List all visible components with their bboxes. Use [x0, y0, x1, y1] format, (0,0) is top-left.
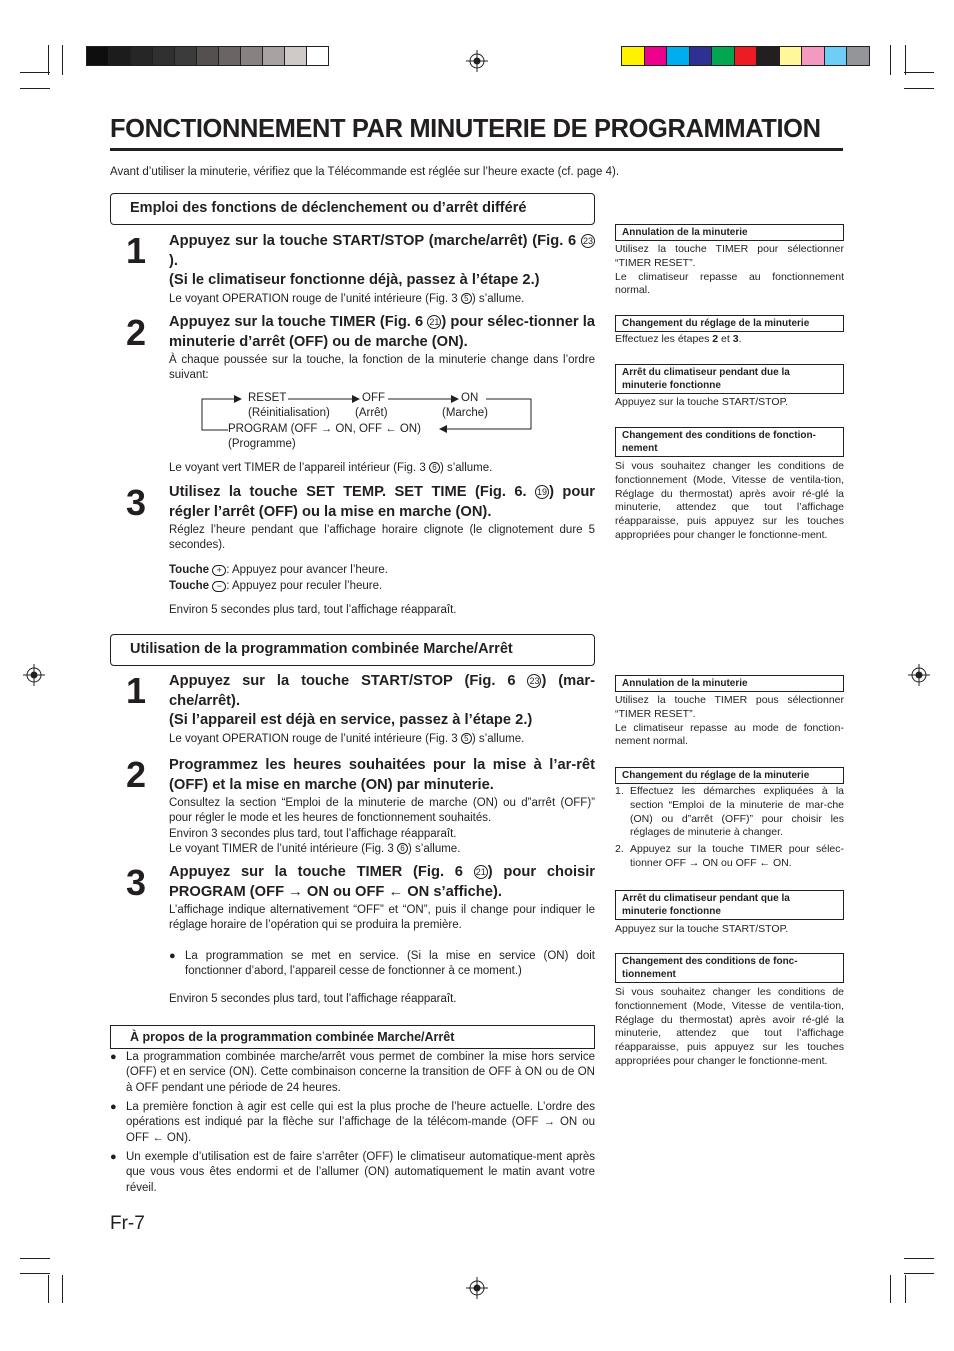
step-number: 1 [126, 230, 147, 271]
sidebar1-box-text: Effectuez les étapes 2 et 3. [615, 333, 742, 345]
section2-heading: Utilisation de la programmation combinée Marche/Arrêt [110, 634, 595, 666]
step-number: 3 [126, 862, 147, 903]
color-swatch [130, 46, 153, 66]
step-number: 1 [126, 670, 147, 711]
color-swatch [306, 46, 329, 66]
section1-heading: Emploi des fonctions de déclenchement ou d’arrêt différé [110, 193, 595, 225]
cycle-off: OFF [362, 392, 385, 404]
sidebar1-box-title: Annulation de la minuterie [615, 224, 844, 241]
color-swatch [644, 46, 668, 66]
page-number: Fr-7 [110, 1213, 145, 1234]
sidebar2-box-title: Changement des conditions de fonc-tionnement [615, 953, 844, 983]
color-swatch [174, 46, 197, 66]
step-heading: Appuyez sur la touche TIMER (Fig. 6 21 ) pour sélec-tionner la minuterie d’arrêt (OFF) ou de marche (ON). [169, 314, 595, 350]
minus-button-icon: − [212, 581, 226, 592]
reference-number: 23 [529, 676, 540, 686]
reference-number: 21 [429, 317, 440, 327]
reference-number: 6 [397, 843, 408, 854]
timer-cycle-diagram [200, 390, 535, 456]
touch-plus-line: Touche + : Appuyez pour avancer l’heure. [169, 564, 388, 576]
section2-step-3 [169, 863, 595, 934]
section2-step-1 [169, 672, 595, 747]
cycle-program: PROGRAM (OFF → ON, OFF ← ON) [228, 423, 421, 435]
display-return-note: Environ 5 secondes plus tard, tout l’affichage réapparaît. [169, 993, 457, 1005]
color-swatch [108, 46, 131, 66]
color-swatch [621, 46, 645, 66]
reference-number: 23 [582, 236, 593, 246]
reference-number: 19 [537, 487, 548, 497]
bullet-icon: ● [110, 1051, 117, 1063]
color-swatch [734, 46, 758, 66]
color-swatch [86, 46, 109, 66]
list-item: ● La première fonction à agir est celle qui est la plus proche de l’heure actuelle. L’ordre des opérations est indiqué par la flèche sur l’affichage de la télécom-mande (OFF → ON ou OFF ← ON). [110, 1100, 595, 1146]
cycle-off-sub: (Arrêt) [355, 407, 388, 419]
sidebar1-box-text: Utilisez la touche TIMER pour sélectionner “TIMER RESET”. Le climatiseur repasse au fonctionnement normal. [615, 243, 844, 297]
step-number: 2 [126, 754, 147, 795]
cycle-reset-sub: (Réinitialisation) [248, 407, 330, 419]
registration-mark-left [23, 664, 45, 686]
step-number: 3 [126, 482, 147, 523]
color-swatch [262, 46, 285, 66]
color-swatch [801, 46, 825, 66]
step-heading: Utilisez la touche SET TEMP. SET TIME (Fig. 6. 19 ) pour régler l’arrêt (OFF) ou la mise en marche (ON). [169, 484, 596, 520]
color-swatch [284, 46, 307, 66]
list-item: ● La programmation se met en service. (Si la mise en service (ON) doit fonctionner d’abord, l’appareil cesse de fonctionner à ce moment.) [169, 949, 595, 980]
cycle-on: ON [461, 392, 479, 404]
color-swatch [689, 46, 713, 66]
sidebar2-box-text: Si vous souhaitez changer les conditions de fonctionnement (Mode, Vitesse de ventila-tion, Réglage du thermostat) après avoir ré-glé la minuterie, attendez que tout l’affichage réapparaisse, puis appuyez sur les touches appropriées pour changer le fonctionne-ment. [615, 986, 844, 1067]
color-swatch [196, 46, 219, 66]
sidebar2-box-title: Changement du réglage de la minuterie [615, 767, 844, 784]
cycle-program-sub: (Programme) [228, 438, 296, 450]
registration-mark-bottom [466, 1277, 488, 1299]
step-body: L’affichage indique alternativement “OFF” et “ON”, puis il change pour indiquer le réglage horaire de l’opération qui se produira la première. [169, 904, 595, 932]
reference-number: 5 [461, 733, 472, 744]
step-body: À chaque poussée sur la touche, la fonction de la minuterie change dans l’ordre suivant: [169, 354, 595, 382]
reference-number: 6 [429, 462, 440, 473]
color-swatch [152, 46, 175, 66]
display-return-note: Environ 5 secondes plus tard, tout l’affichage réapparaît. [169, 604, 457, 616]
bullet-icon: ● [169, 950, 176, 962]
sidebar1-box-title: Arrêt du climatiseur pendant due la minuterie fonctionne [615, 364, 844, 394]
step-body: Le voyant OPERATION rouge de l’unité intérieure (Fig. 3 5 ) s’allume. [169, 292, 525, 305]
step-heading: Appuyez sur la touche START/STOP (Fig. 6 23 ) (mar-che/arrêt). (Si l’appareil est déjà en service, passez à l’étape 2.) [169, 673, 595, 728]
color-swatch [218, 46, 241, 66]
touch-minus-line: Touche − : Appuyez pour reculer l’heure. [169, 580, 383, 592]
reference-number: 21 [475, 867, 486, 877]
list-item: ● La programmation combinée marche/arrêt vous permet de combiner la mise hors service (OFF) et en service (ON). Cette combinaison concerne la transition de OFF à ON ou de ON à OFF pendant une période de 24 heures. [110, 1050, 595, 1096]
step-heading: Programmez les heures souhaitées pour la mise à l’ar-rêt (OFF) et la mise en marche (ON) par minuterie. [169, 757, 595, 793]
page-title: FONCTIONNEMENT PAR MINUTERIE DE PROGRAMMATION [110, 115, 843, 151]
sidebar2-numbered-list [615, 785, 844, 871]
sidebar1-box-title: Changement du réglage de la minuterie [615, 315, 844, 332]
color-swatch [240, 46, 263, 66]
list-item: 2. Appuyez sur la touche TIMER pour sélec-tionner OFF → ON ou OFF ← ON. [615, 843, 844, 869]
color-swatch [756, 46, 780, 66]
color-swatch [666, 46, 690, 66]
step-body: Consultez la section “Emploi de la minuterie de marche (ON) ou d”arrêt (OFF)” pour régler le mode et les heures de fonctionnement souhaités. Environ 3 secondes plus tard, tout l’affichage réapparaît. Le voyant TIMER de l’unité intérieure (Fig. 3 6 ) s’allume. [169, 797, 595, 855]
step-body: Le voyant OPERATION rouge de l’unité intérieure (Fig. 3 5 ) s’allume. [169, 732, 525, 745]
color-swatch [846, 46, 870, 66]
intro-text: Avant d’utiliser la minuterie, vérifiez que la Télécommande est réglée sur l’heure exacte (cf. page 4). [110, 166, 620, 178]
registration-mark-top [466, 50, 488, 72]
section2-step-2 [169, 756, 595, 857]
step-body: Réglez l’heure pendant que l’affichage horaire clignote (le clignotement dure 5 secondes). [169, 524, 595, 552]
sidebar2-box-title: Annulation de la minuterie [615, 675, 844, 692]
reference-number: 5 [461, 293, 472, 304]
cycle-on-sub: (Marche) [442, 407, 489, 419]
step-heading: Appuyez sur la touche TIMER (Fig. 6 21 ) pour choisir PROGRAM (OFF → ON ou OFF ← ON s’affiche). [169, 864, 596, 900]
sidebar2-box-text: Utilisez la touche TIMER pous sélectionner “TIMER RESET”. Le climatiseur repasse au mode de fonction-nement normal. [615, 694, 844, 748]
sidebar2-box-text: Appuyez sur la touche START/STOP. [615, 923, 789, 935]
sidebar2-box-title: Arrêt du climatiseur pendant que la minuterie fonctionne [615, 890, 844, 920]
sidebar1-box-title: Changement des conditions de fonction-nement [615, 427, 844, 457]
section1-step-3 [169, 483, 595, 554]
sidebar1-box-text: Si vous souhaitez changer les conditions de fonctionnement (Mode, Vitesse de ventila-tion, Réglage du thermostat) après avoir ré-glé la minuterie, attendez que tout l’affichage réapparaisse, puis appuyez sur les touches appropriées pour changer le fonctionne-ment. [615, 460, 844, 541]
color-swatch [824, 46, 848, 66]
cycle-reset: RESET [248, 392, 287, 404]
bullet-icon: ● [110, 1101, 117, 1113]
timer-lamp-note: Le voyant vert TIMER de l’appareil intérieur (Fig. 3 6 ) s’allume. [169, 462, 493, 474]
list-item: ● Un exemple d’utilisation est de faire s’arrêter (OFF) le climatiseur automatique-ment après que vous vous êtes endormi et de l’allumer (ON) automatiquement le matin avant votre réveil. [110, 1150, 595, 1196]
registration-mark-right [908, 664, 930, 686]
list-item: 1. Effectuez les démarches expliquées à la section “Emploi de la minuterie de mar-che (ON) ou d”arrêt (OFF)” pour choisir les réglages de minuterie à changer. [615, 785, 844, 839]
color-swatch [779, 46, 803, 66]
about-heading: À propos de la programmation combinée Marche/Arrêt [110, 1025, 595, 1049]
bullet-icon: ● [110, 1151, 117, 1163]
section1-step-2 [169, 313, 595, 384]
step-heading: Appuyez sur la touche START/STOP (marche/arrêt) (Fig. 6 23). (Si le climatiseur fonctionne déjà, passez à l’étape 2.) [169, 233, 593, 288]
step-number: 2 [126, 312, 147, 353]
section1-step-1 [169, 232, 595, 307]
color-swatch [711, 46, 735, 66]
sidebar1-box-text: Appuyez sur la touche START/STOP. [615, 396, 789, 408]
plus-button-icon: + [212, 565, 226, 576]
